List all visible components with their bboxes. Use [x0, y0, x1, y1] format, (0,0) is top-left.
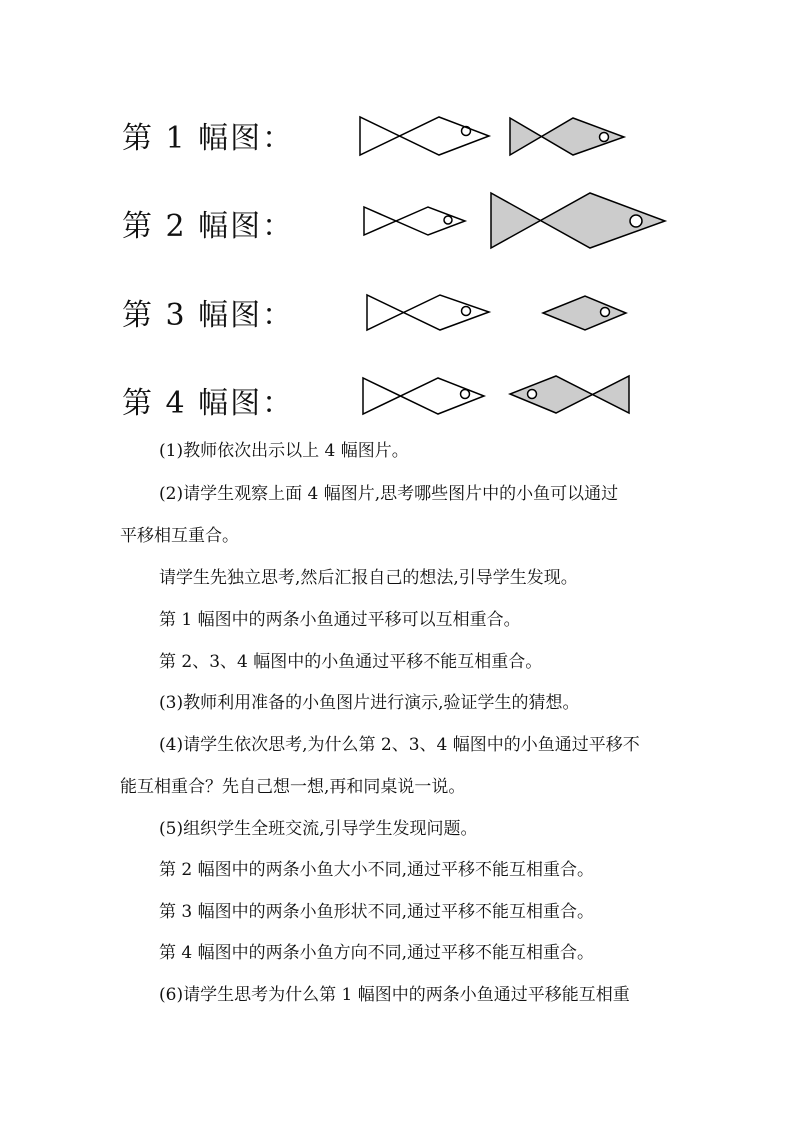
paragraph-2-cont: 平移相互重合。: [120, 526, 239, 546]
diamond-filled: [543, 296, 626, 330]
paragraph-7: (4)请学生依次思考,为什么第 2、3、4 幅图中的小鱼通过平移不: [159, 735, 640, 755]
figure-2-label: 第 2 幅图：: [122, 209, 295, 244]
fish-filled-left: [510, 376, 629, 413]
paragraph-10: 第 3 幅图中的两条小鱼形状不同,通过平移不能互相重合。: [159, 902, 595, 922]
figure-3-label: 第 3 幅图：: [122, 298, 295, 333]
fish-outline: [367, 295, 489, 330]
paragraph-1: (1)教师依次出示以上 4 幅图片。: [159, 441, 409, 461]
figure-4-fish-pair: [340, 368, 680, 438]
paragraph-12: (6)请学生思考为什么第 1 幅图中的两条小鱼通过平移能互相重: [159, 985, 630, 1005]
figure-2-fish-pair: [340, 190, 680, 260]
paragraph-8: (5)组织学生全班交流,引导学生发现问题。: [159, 819, 478, 839]
fish-outline: [360, 117, 489, 155]
paragraph-3: 请学生先独立思考,然后汇报自己的想法,引导学生发现。: [159, 568, 578, 588]
fish-outline-right: [363, 378, 484, 414]
paragraph-5: 第 2、3、4 幅图中的小鱼通过平移不能互相重合。: [159, 652, 543, 672]
paragraph-4: 第 1 幅图中的两条小鱼通过平移可以互相重合。: [159, 610, 521, 630]
figure-4-label: 第 4 幅图：: [122, 386, 295, 421]
paragraph-2: (2)请学生观察上面 4 幅图片,思考哪些图片中的小鱼可以通过: [159, 484, 619, 504]
figure-1-label: 第 1 幅图：: [122, 121, 295, 156]
paragraph-11: 第 4 幅图中的两条小鱼方向不同,通过平移不能互相重合。: [159, 943, 595, 963]
paragraph-9: 第 2 幅图中的两条小鱼大小不同,通过平移不能互相重合。: [159, 860, 595, 880]
fish-outline-small: [364, 207, 465, 235]
paragraph-7-cont: 能互相重合？先自己想一想,再和同桌说一说。: [120, 777, 466, 797]
fish-filled: [510, 118, 624, 155]
figure-3-fish-pair: [340, 280, 680, 350]
paragraph-6: (3)教师利用准备的小鱼图片进行演示,验证学生的猜想。: [159, 693, 580, 713]
fish-filled-large: [491, 193, 665, 248]
figure-1-fish-pair: [340, 100, 680, 170]
